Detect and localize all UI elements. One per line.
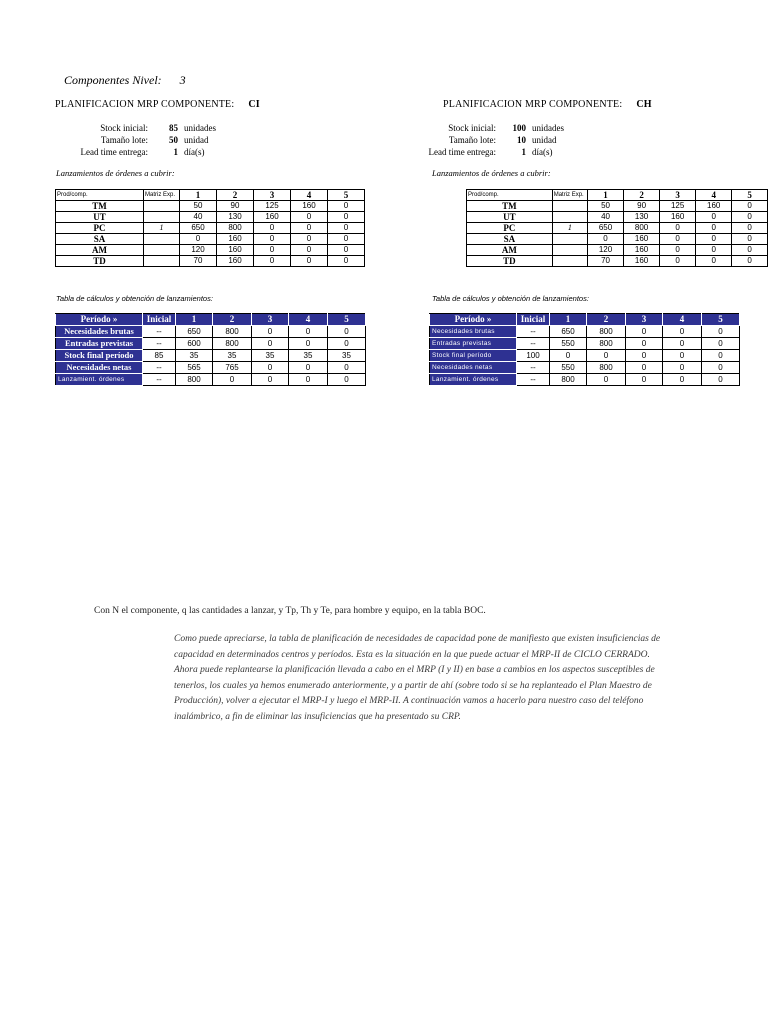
level-value: 3 bbox=[179, 73, 186, 87]
table-cell: 125 bbox=[254, 201, 291, 212]
period-header: 2 bbox=[587, 314, 626, 326]
table-cell: 0 bbox=[328, 338, 366, 350]
table-cell: 0 bbox=[252, 326, 289, 338]
table-cell: 0 bbox=[663, 350, 702, 362]
table-cell: 0 bbox=[328, 374, 366, 386]
table-row bbox=[467, 201, 768, 212]
table-cell: 800 bbox=[176, 374, 213, 386]
period-header: 3 bbox=[254, 190, 291, 201]
table-cell: 40 bbox=[180, 212, 217, 223]
table-cell: 800 bbox=[550, 374, 587, 386]
table-cell: -- bbox=[143, 374, 176, 386]
period-header: 5 bbox=[328, 190, 365, 201]
table-cell bbox=[552, 234, 587, 245]
row-label: Stock final período bbox=[56, 350, 143, 362]
product-cell: UT bbox=[467, 212, 553, 223]
table-cell: 0 bbox=[702, 326, 740, 338]
product-cell: TD bbox=[467, 256, 553, 267]
period-header: 2 bbox=[213, 314, 252, 326]
table-cell: 600 bbox=[176, 338, 213, 350]
product-cell: TM bbox=[56, 201, 144, 212]
param-label: Lead time entrega: bbox=[428, 147, 496, 157]
period-label-header: Período » bbox=[430, 314, 517, 326]
table-cell: 0 bbox=[732, 245, 768, 256]
table-cell: 35 bbox=[328, 350, 366, 362]
period-header: 1 bbox=[176, 314, 213, 326]
table-cell: 0 bbox=[587, 350, 626, 362]
table-cell: 650 bbox=[176, 326, 213, 338]
row-label: Necesidades netas bbox=[430, 362, 517, 374]
table-cell: 160 bbox=[624, 234, 660, 245]
table-cell: 120 bbox=[180, 245, 217, 256]
table-cell: 0 bbox=[550, 350, 587, 362]
level-label: Componentes Nivel: bbox=[64, 73, 162, 87]
table-cell: 0 bbox=[732, 223, 768, 234]
param-value: 85 bbox=[169, 123, 178, 133]
table-cell: 0 bbox=[663, 338, 702, 350]
table-cell bbox=[552, 245, 587, 256]
table-cell: 0 bbox=[663, 326, 702, 338]
param-value: 100 bbox=[512, 123, 526, 133]
table-row bbox=[56, 234, 365, 245]
table-cell: 0 bbox=[291, 223, 328, 234]
table-row bbox=[467, 223, 768, 234]
table-row bbox=[467, 212, 768, 223]
table-row bbox=[56, 338, 366, 350]
boc-note: Con N el componente, q las cantidades a lanzar, y Tp, Th y Te, para hombre y equipo, en la tabla BOC. bbox=[94, 606, 486, 616]
table-row bbox=[467, 234, 768, 245]
table-cell: 0 bbox=[732, 201, 768, 212]
table-cell bbox=[144, 256, 180, 267]
period-header: 1 bbox=[587, 190, 623, 201]
table-cell: 0 bbox=[252, 362, 289, 374]
table-cell: 160 bbox=[254, 212, 291, 223]
param-value: 1 bbox=[173, 147, 178, 157]
table-cell: 0 bbox=[291, 234, 328, 245]
row-label: Necesidades brutas bbox=[430, 326, 517, 338]
period-header: 4 bbox=[289, 314, 328, 326]
param-row bbox=[410, 146, 564, 158]
period-header: 2 bbox=[217, 190, 254, 201]
table-row bbox=[56, 326, 366, 338]
table-cell: 1 bbox=[144, 223, 180, 234]
param-label: Lead time entrega: bbox=[80, 147, 148, 157]
table-cell: 130 bbox=[624, 212, 660, 223]
table-cell: 0 bbox=[328, 256, 365, 267]
table-row bbox=[430, 350, 740, 362]
table-cell: 0 bbox=[660, 234, 696, 245]
table-cell: 160 bbox=[217, 245, 254, 256]
product-cell: UT bbox=[56, 212, 144, 223]
table-cell: 0 bbox=[252, 374, 289, 386]
period-header: 5 bbox=[732, 190, 768, 201]
table-cell: 90 bbox=[217, 201, 254, 212]
table-cell: 0 bbox=[254, 256, 291, 267]
param-row bbox=[62, 146, 216, 158]
param-unit: unidad bbox=[532, 135, 557, 145]
table-cell: -- bbox=[517, 338, 550, 350]
table-cell: 0 bbox=[626, 374, 663, 386]
table-cell: 0 bbox=[289, 326, 328, 338]
product-cell: AM bbox=[467, 245, 553, 256]
orders-header-row bbox=[56, 190, 365, 201]
period-header: 4 bbox=[696, 190, 732, 201]
table-cell: 0 bbox=[252, 338, 289, 350]
orders-table-ci bbox=[55, 189, 365, 267]
table-cell: 0 bbox=[587, 234, 623, 245]
table-row bbox=[56, 245, 365, 256]
table-cell: 650 bbox=[180, 223, 217, 234]
table-row bbox=[56, 362, 366, 374]
period-label-header: Período » bbox=[56, 314, 143, 326]
table-cell: 565 bbox=[176, 362, 213, 374]
table-cell: 0 bbox=[254, 234, 291, 245]
column-header: Matriz Exp. bbox=[144, 190, 180, 201]
table-cell: 160 bbox=[624, 245, 660, 256]
column-header: Prod/comp. bbox=[56, 190, 144, 201]
row-label: Necesidades netas bbox=[56, 362, 143, 374]
table-cell: 0 bbox=[660, 245, 696, 256]
table-cell: 0 bbox=[328, 223, 365, 234]
table-cell: 0 bbox=[289, 362, 328, 374]
table-cell: 800 bbox=[587, 326, 626, 338]
table-cell: 0 bbox=[702, 362, 740, 374]
table-cell: 0 bbox=[289, 338, 328, 350]
table-cell: 70 bbox=[180, 256, 217, 267]
table-cell: -- bbox=[143, 362, 176, 374]
table-cell: 0 bbox=[696, 234, 732, 245]
table-row bbox=[467, 245, 768, 256]
table-cell: 35 bbox=[213, 350, 252, 362]
table-cell: 160 bbox=[660, 212, 696, 223]
table-cell: 800 bbox=[624, 223, 660, 234]
table-cell: 160 bbox=[217, 256, 254, 267]
calc-table-ci bbox=[55, 313, 366, 386]
table-cell: 0 bbox=[702, 338, 740, 350]
row-label: Lanzamient. órdenes bbox=[56, 374, 143, 386]
table-cell: 0 bbox=[328, 201, 365, 212]
table-cell bbox=[552, 201, 587, 212]
period-header: 5 bbox=[702, 314, 740, 326]
table-cell: 800 bbox=[213, 338, 252, 350]
orders-body bbox=[56, 201, 365, 267]
table-cell: 0 bbox=[291, 245, 328, 256]
table-cell: 800 bbox=[587, 362, 626, 374]
table-cell bbox=[144, 212, 180, 223]
param-unit: unidades bbox=[184, 123, 216, 133]
table-cell: 550 bbox=[550, 362, 587, 374]
table-cell: 0 bbox=[180, 234, 217, 245]
period-header: 1 bbox=[180, 190, 217, 201]
table-cell: 125 bbox=[660, 201, 696, 212]
product-cell: PC bbox=[56, 223, 144, 234]
period-header: 5 bbox=[328, 314, 366, 326]
table-cell bbox=[144, 245, 180, 256]
period-header: 3 bbox=[252, 314, 289, 326]
component-name: CI bbox=[248, 99, 260, 110]
table-cell: 0 bbox=[587, 374, 626, 386]
table-cell: 0 bbox=[696, 223, 732, 234]
product-cell: SA bbox=[467, 234, 553, 245]
param-label: Stock inicial: bbox=[448, 123, 496, 133]
table-cell: 130 bbox=[217, 212, 254, 223]
table-cell: 35 bbox=[176, 350, 213, 362]
table-cell bbox=[144, 201, 180, 212]
table-cell: 0 bbox=[732, 256, 768, 267]
param-value: 50 bbox=[169, 135, 178, 145]
table-cell: 0 bbox=[626, 326, 663, 338]
plan-params-ci bbox=[62, 122, 216, 158]
orders-label: Lanzamientos de órdenes a cubrir: bbox=[56, 168, 175, 178]
plan-title-text: PLANIFICACION MRP COMPONENTE: bbox=[55, 99, 235, 110]
table-cell: 0 bbox=[328, 234, 365, 245]
table-cell: 120 bbox=[587, 245, 623, 256]
table-cell: 50 bbox=[180, 201, 217, 212]
table-cell: 0 bbox=[291, 256, 328, 267]
row-label: Lanzamient. órdenes bbox=[430, 374, 517, 386]
table-row bbox=[430, 374, 740, 386]
table-cell bbox=[144, 234, 180, 245]
product-cell: SA bbox=[56, 234, 144, 245]
table-row bbox=[56, 350, 366, 362]
table-cell bbox=[552, 212, 587, 223]
table-cell: 0 bbox=[254, 245, 291, 256]
table-cell: 85 bbox=[143, 350, 176, 362]
orders-table-ch bbox=[466, 189, 768, 267]
period-header: 2 bbox=[624, 190, 660, 201]
table-cell: -- bbox=[143, 338, 176, 350]
table-cell: 0 bbox=[702, 374, 740, 386]
table-row bbox=[56, 256, 365, 267]
orders-label: Lanzamientos de órdenes a cubrir: bbox=[432, 168, 551, 178]
table-row bbox=[467, 256, 768, 267]
table-cell: 90 bbox=[624, 201, 660, 212]
table-cell: 0 bbox=[213, 374, 252, 386]
row-label: Entradas previstas bbox=[430, 338, 517, 350]
param-row bbox=[410, 122, 564, 134]
orders-header-row bbox=[467, 190, 768, 201]
param-row bbox=[62, 134, 216, 146]
table-cell: 0 bbox=[289, 374, 328, 386]
table-cell: 800 bbox=[213, 326, 252, 338]
row-label: Necesidades brutas bbox=[56, 326, 143, 338]
table-row bbox=[430, 362, 740, 374]
table-cell: 0 bbox=[254, 223, 291, 234]
table-cell: 800 bbox=[587, 338, 626, 350]
product-cell: TM bbox=[467, 201, 553, 212]
table-cell: 35 bbox=[252, 350, 289, 362]
table-cell: 0 bbox=[660, 223, 696, 234]
table-cell: 650 bbox=[550, 326, 587, 338]
table-row bbox=[56, 223, 365, 234]
components-level bbox=[64, 73, 186, 88]
calc-body bbox=[430, 326, 740, 386]
period-header: Inicial bbox=[143, 314, 176, 326]
product-cell: PC bbox=[467, 223, 553, 234]
period-header: Inicial bbox=[517, 314, 550, 326]
plan-title-text: PLANIFICACION MRP COMPONENTE: bbox=[443, 99, 623, 110]
calc-label: Tabla de cálculos y obtención de lanzamientos: bbox=[56, 294, 213, 303]
param-label: Tamaño lote: bbox=[448, 135, 496, 145]
table-row bbox=[56, 201, 365, 212]
table-cell: 650 bbox=[587, 223, 623, 234]
table-cell: 0 bbox=[626, 338, 663, 350]
period-header: 4 bbox=[663, 314, 702, 326]
table-cell: 0 bbox=[626, 350, 663, 362]
table-cell: 0 bbox=[663, 362, 702, 374]
row-label: Stock final período bbox=[430, 350, 517, 362]
plan-title-ch bbox=[443, 99, 652, 110]
table-cell: 0 bbox=[660, 256, 696, 267]
param-label: Stock inicial: bbox=[100, 123, 148, 133]
table-cell: 160 bbox=[217, 234, 254, 245]
table-cell: 0 bbox=[696, 212, 732, 223]
period-header: 4 bbox=[291, 190, 328, 201]
table-cell: 800 bbox=[217, 223, 254, 234]
table-cell: 0 bbox=[291, 212, 328, 223]
table-cell: 0 bbox=[328, 326, 366, 338]
calc-header-row bbox=[56, 314, 366, 326]
table-cell: 1 bbox=[552, 223, 587, 234]
table-cell: 0 bbox=[626, 362, 663, 374]
calc-header-row bbox=[430, 314, 740, 326]
calc-body bbox=[56, 326, 366, 386]
table-cell: 100 bbox=[517, 350, 550, 362]
plan-params-ch bbox=[410, 122, 564, 158]
table-cell: 0 bbox=[328, 245, 365, 256]
param-unit: día(s) bbox=[532, 147, 553, 157]
table-cell: 0 bbox=[702, 350, 740, 362]
table-cell: 0 bbox=[663, 374, 702, 386]
param-unit: día(s) bbox=[184, 147, 205, 157]
table-cell: -- bbox=[517, 374, 550, 386]
table-row bbox=[430, 326, 740, 338]
calc-table-ch bbox=[429, 313, 740, 386]
column-header: Prod/comp. bbox=[467, 190, 553, 201]
period-header: 3 bbox=[626, 314, 663, 326]
table-cell: 0 bbox=[328, 362, 366, 374]
table-cell: 160 bbox=[291, 201, 328, 212]
row-label: Entradas previstas bbox=[56, 338, 143, 350]
param-row bbox=[410, 134, 564, 146]
table-cell: 70 bbox=[587, 256, 623, 267]
table-cell: 550 bbox=[550, 338, 587, 350]
table-cell: 765 bbox=[213, 362, 252, 374]
table-cell: 0 bbox=[696, 245, 732, 256]
table-cell: 160 bbox=[624, 256, 660, 267]
period-header: 1 bbox=[550, 314, 587, 326]
table-cell: 35 bbox=[289, 350, 328, 362]
product-cell: AM bbox=[56, 245, 144, 256]
table-cell: -- bbox=[517, 326, 550, 338]
column-header: Matriz Exp. bbox=[552, 190, 587, 201]
table-cell: 0 bbox=[732, 212, 768, 223]
table-cell: 0 bbox=[696, 256, 732, 267]
param-value: 1 bbox=[521, 147, 526, 157]
table-cell: 50 bbox=[587, 201, 623, 212]
table-cell: -- bbox=[143, 326, 176, 338]
product-cell: TD bbox=[56, 256, 144, 267]
param-row bbox=[62, 122, 216, 134]
table-cell: -- bbox=[517, 362, 550, 374]
param-label: Tamaño lote: bbox=[100, 135, 148, 145]
period-header: 3 bbox=[660, 190, 696, 201]
table-row bbox=[56, 212, 365, 223]
plan-title-ci bbox=[55, 99, 260, 110]
table-cell: 0 bbox=[328, 212, 365, 223]
component-name: CH bbox=[636, 99, 652, 110]
param-unit: unidades bbox=[532, 123, 564, 133]
crp-quote: Como puede apreciarse, la tabla de planificación de necesidades de capacidad pone de manifiesto que existen insuficiencias de capacidad en determinados centros y períodos. Esta es la situación en la que puede actuar el MRP-II de CICLO CERRADO. Ahora puede replantearse la planificación llevada a cabo en el MRP (I y II) en base a cambios en los aspectos susceptibles de tenerlos, los cuales ya hemos enumerado anteriormente, y a partir de ahí (sobre todo si se ha replanteado el Plan Maestro de Producción), volver a ejecutar el MRP-I y luego el MRP-II. A continuación vamos a hacerlo para nuestro caso del teléfono inalámbrico, a fin de eliminar las insuficiencias que ha presentado su CRP. bbox=[174, 634, 661, 722]
table-row bbox=[56, 374, 366, 386]
param-value: 10 bbox=[517, 135, 526, 145]
orders-body bbox=[467, 201, 768, 267]
table-cell: 0 bbox=[732, 234, 768, 245]
param-unit: unidad bbox=[184, 135, 209, 145]
table-cell bbox=[552, 256, 587, 267]
table-cell: 160 bbox=[696, 201, 732, 212]
table-cell: 40 bbox=[587, 212, 623, 223]
calc-label: Tabla de cálculos y obtención de lanzamientos: bbox=[432, 294, 589, 303]
table-row bbox=[430, 338, 740, 350]
